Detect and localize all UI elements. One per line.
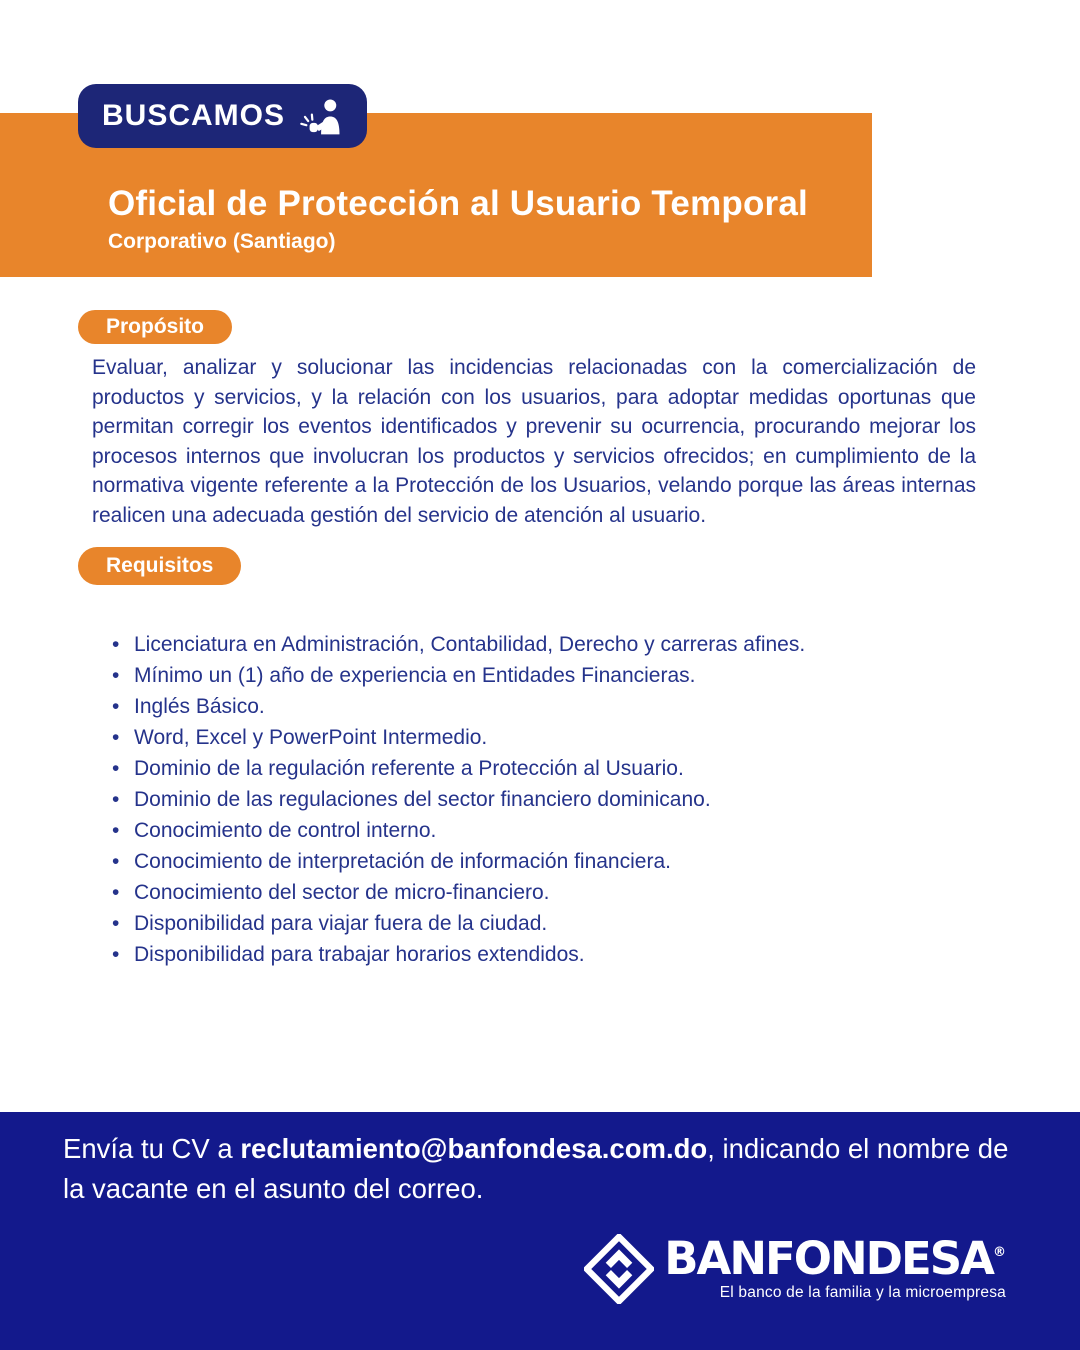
main-content [78, 310, 980, 970]
banfondesa-logo [584, 1234, 1006, 1304]
list-item: • Mínimo un (1) año de experiencia en Entidades Financieras. [112, 660, 980, 691]
job-title: Oficial de Protección al Usuario Temporal [108, 184, 808, 223]
banfondesa-diamond-icon [584, 1234, 654, 1304]
contact-prefix: Envía tu CV a [63, 1133, 241, 1164]
list-item: • Word, Excel y PowerPoint Intermedio. [112, 722, 980, 753]
requisitos-list [78, 629, 980, 970]
list-item: • Disponibilidad para trabajar horarios extendidos. [112, 939, 980, 970]
contact-email: reclutamiento@banfondesa.com.do [240, 1133, 708, 1164]
registered-mark: ® [993, 1245, 1006, 1260]
list-item: • Dominio de las regulaciones del sector financiero dominicano. [112, 784, 980, 815]
waving-person-icon [299, 97, 345, 135]
logo-wordmark: BANFONDESA® [664, 1232, 1006, 1285]
list-item: • Conocimiento de control interno. [112, 815, 980, 846]
requisitos-pill: Requisitos [78, 547, 241, 585]
contact-instructions [63, 1129, 1011, 1209]
proposito-text: Evaluar, analizar y solucionar las incidencias relacionadas con la comercialización de productos y servicios, y la relación con los usuarios, para adoptar medidas oportunas que permitan corregir los eventos identificados y prevenir su ocurrencia, procurando mejorar los procesos internos que involucran los productos y servicios ofrecidos; en cumplimiento de la normativa vigente referente a la Protección de los Usuarios, velando porque las áreas internas realicen una adecuada gestión del servicio de atención al usuario. [92, 356, 976, 527]
contact-suffix: , indicando el nombre de la vacante en el asunto del correo. [63, 1133, 1009, 1204]
list-item: • Conocimiento del sector de micro-financiero. [112, 877, 980, 908]
list-item: • Inglés Básico. [112, 691, 980, 722]
buscamos-badge [78, 84, 367, 148]
list-item: • Dominio de la regulación referente a Protección al Usuario. [112, 753, 980, 784]
footer [0, 1112, 1080, 1350]
buscamos-label: BUSCAMOS [102, 99, 286, 132]
list-item: • Conocimiento de interpretación de información financiera. [112, 846, 980, 877]
list-item: • Disponibilidad para viajar fuera de la ciudad. [112, 908, 980, 939]
list-item: • Licenciatura en Administración, Contabilidad, Derecho y carreras afines. [112, 629, 980, 660]
logo-tagline: El banco de la familia y la microempresa [719, 1284, 1006, 1301]
logo-text-block [664, 1232, 1006, 1302]
proposito-pill: Propósito [78, 310, 232, 344]
job-location: Corporativo (Santiago) [108, 229, 336, 253]
